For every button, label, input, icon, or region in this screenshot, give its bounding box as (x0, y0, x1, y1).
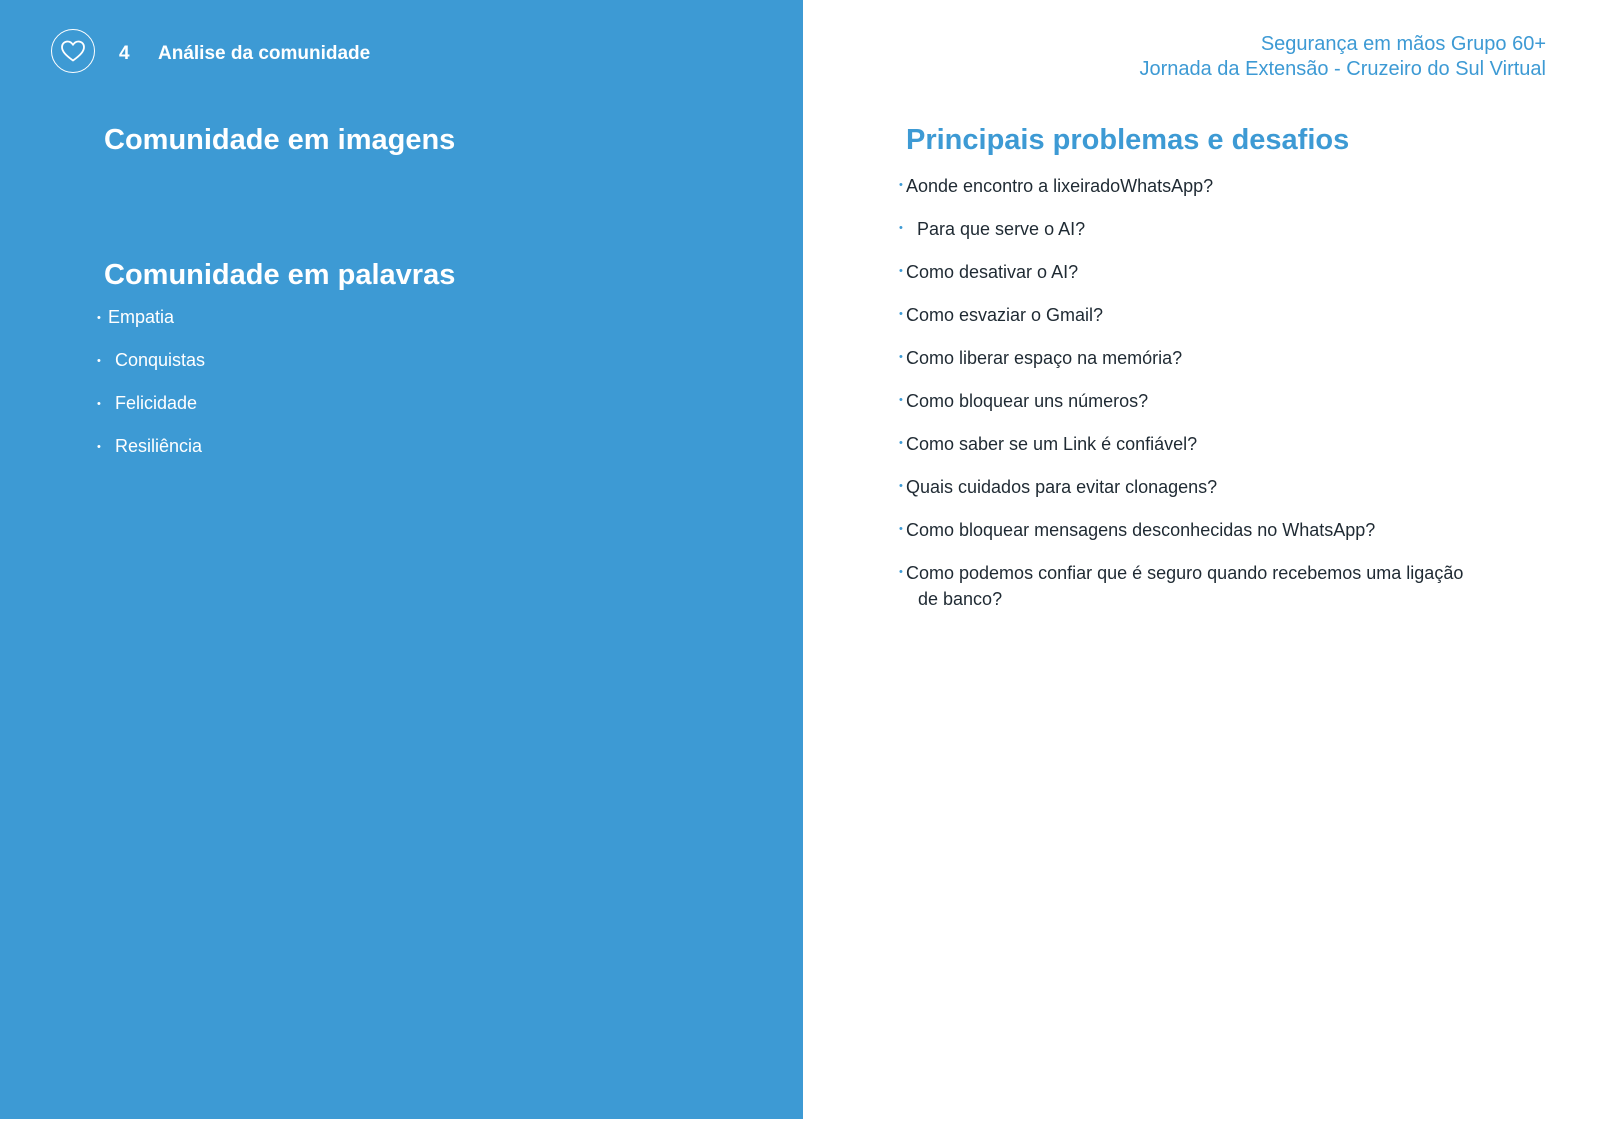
bullet-icon: • (899, 179, 903, 191)
bullet-icon: • (97, 441, 101, 453)
problem-text-line2: de banco? (918, 589, 1003, 609)
list-item (899, 388, 1499, 431)
list-item (899, 474, 1499, 517)
community-words-list (97, 307, 205, 479)
list-item (899, 259, 1499, 302)
list-item (97, 350, 205, 393)
heart-icon (51, 29, 95, 73)
problem-text: Aonde encontro a lixeiradoWhatsApp? (906, 176, 1214, 196)
bullet-icon: • (97, 312, 101, 324)
problem-text: Para que serve o AI? (917, 219, 1086, 239)
list-item (899, 302, 1499, 345)
word-label: Conquistas (115, 350, 206, 370)
bullet-icon: • (899, 437, 903, 449)
bullet-icon: • (899, 566, 903, 578)
list-item (899, 173, 1499, 216)
document-header (1139, 32, 1546, 82)
problem-text: Como bloquear uns números? (906, 391, 1149, 411)
problem-text: Como saber se um Link é confiável? (906, 434, 1198, 454)
bullet-icon: • (899, 523, 903, 535)
list-item (97, 436, 205, 479)
header-line-project: Segurança em mãos Grupo 60+ (1260, 33, 1546, 55)
bullet-icon: • (899, 308, 903, 320)
list-item (899, 517, 1499, 560)
left-panel (0, 0, 803, 1119)
bullet-icon: • (899, 351, 903, 363)
word-label: Felicidade (115, 393, 198, 413)
list-item (899, 560, 1499, 612)
heading-community-words: Comunidade em palavras (104, 259, 456, 291)
problem-text: Como esvaziar o Gmail? (906, 305, 1104, 325)
header-line-journey: Jornada da Extensão - Cruzeiro do Sul Virtual (1139, 58, 1546, 80)
list-item (97, 307, 205, 350)
list-item (899, 216, 1499, 259)
problem-text: Como liberar espaço na memória? (906, 348, 1183, 368)
section-title: Análise da comunidade (158, 43, 371, 64)
heading-problems: Principais problemas e desafios (906, 124, 1350, 156)
bullet-icon: • (899, 480, 903, 492)
word-label: Resiliência (115, 436, 203, 456)
problem-text (906, 560, 1463, 612)
list-item (899, 345, 1499, 388)
problems-list (899, 173, 1499, 612)
section-number: 4 (119, 43, 130, 64)
bullet-icon: • (899, 394, 903, 406)
bullet-icon: • (899, 265, 903, 277)
list-item (97, 393, 205, 436)
problem-text-line1: Como podemos confiar que é seguro quando recebemos uma ligação (906, 563, 1464, 583)
bullet-icon: • (97, 355, 101, 367)
list-item (899, 431, 1499, 474)
problem-text: Como bloquear mensagens desconhecidas no WhatsApp? (906, 520, 1376, 540)
bullet-icon: • (899, 222, 903, 234)
heading-community-images: Comunidade em imagens (104, 124, 456, 156)
bullet-icon: • (97, 398, 101, 410)
problem-text: Como desativar o AI? (906, 262, 1079, 282)
problem-text: Quais cuidados para evitar clonagens? (906, 477, 1218, 497)
word-label: Empatia (108, 307, 175, 327)
